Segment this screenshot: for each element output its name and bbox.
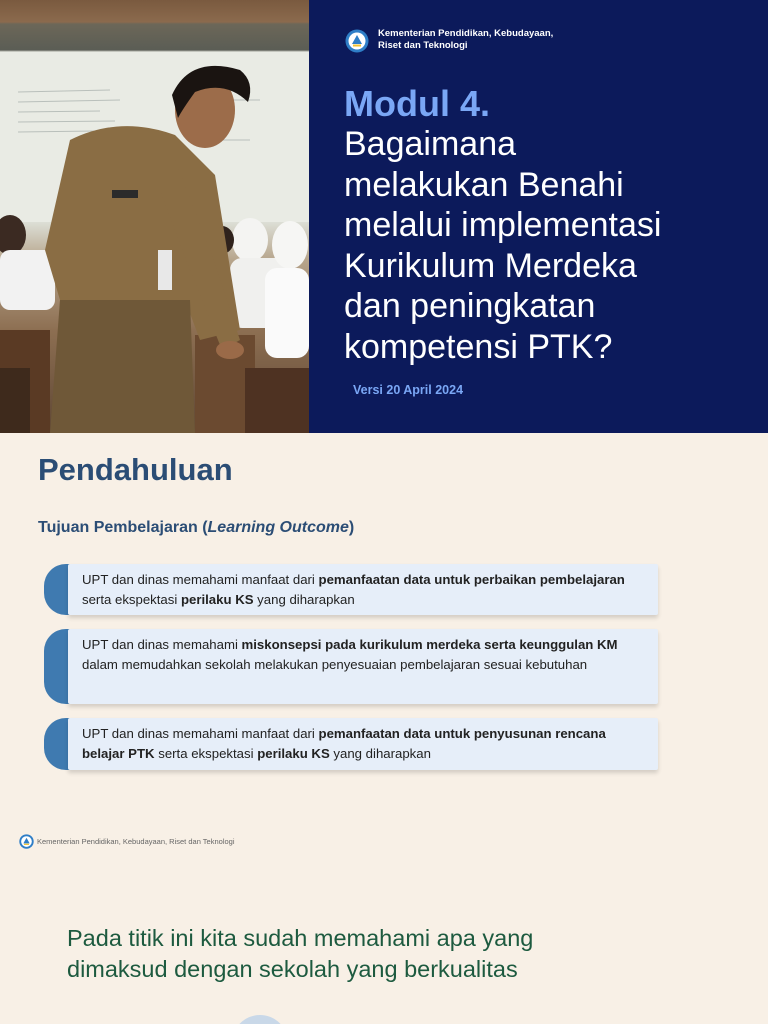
outcome-card	[44, 564, 658, 615]
ministry-line-2: Riset dan Teknologi	[378, 40, 468, 51]
outcome-card	[44, 718, 658, 770]
lo-suffix: )	[348, 519, 355, 536]
text-bold: perilaku KS	[180, 591, 254, 607]
text-part: yang diharapkan	[253, 591, 355, 607]
text-bold: pemanfaatan data untuk perbaikan pembelajaran	[318, 572, 625, 587]
classroom-photo	[0, 0, 309, 433]
title-line: dan peningkatan	[344, 287, 596, 325]
version-label: Versi 20 April 2024	[353, 383, 464, 397]
module-label: Modul 4.	[344, 83, 490, 124]
outcome-text	[82, 635, 642, 674]
text-bold: miskonsepsi pada kurikulum merdeka serta keunggulan KM	[241, 637, 618, 652]
tut-wuri-handayani-logo-icon	[345, 29, 369, 53]
title-line: Bagaimana	[344, 125, 517, 163]
title-line: Kurikulum Merdeka	[344, 246, 637, 285]
title-line: kompetensi PTK?	[344, 327, 613, 366]
module-title	[344, 124, 754, 367]
cover-slide	[0, 0, 768, 433]
text-part: UPT dan dinas memahami	[82, 637, 242, 652]
text-part: serta ekspektasi	[82, 591, 181, 607]
learning-outcome-heading	[38, 519, 354, 537]
text-part: serta ekspektasi	[154, 745, 258, 761]
outcome-text	[82, 570, 642, 609]
text-part: UPT dan dinas memahami manfaat dari	[82, 726, 319, 741]
closing-slide	[0, 863, 768, 1024]
text-bold: pemanfaatan data untuk penyusunan rencana belajar PTK	[82, 726, 606, 761]
ministry-line-1: Kementerian Pendidikan, Kebudayaan,	[378, 28, 554, 39]
title-line: melalui implementasi	[344, 206, 662, 244]
text-part: yang diharapkan	[329, 745, 431, 761]
intro-slide	[0, 433, 768, 863]
text-part: UPT dan dinas memahami manfaat dari	[82, 572, 319, 587]
closing-line-2: dimaksud dengan sekolah yang berkualitas	[67, 955, 518, 982]
tut-wuri-handayani-logo-icon	[19, 834, 34, 849]
closing-line-1: Pada titik ini kita sudah memahami apa yang	[67, 925, 534, 951]
decorative-circle	[232, 1015, 288, 1024]
text-bold: perilaku KS	[257, 745, 330, 761]
ministry-name	[378, 28, 588, 52]
section-heading: Pendahuluan	[38, 452, 233, 487]
lo-prefix: Tujuan Pembelajaran (	[38, 519, 208, 536]
outcome-text	[82, 724, 642, 763]
footer-ministry-name: Kementerian Pendidikan, Kebudayaan, Riset dan Teknologi	[37, 837, 235, 846]
closing-statement	[67, 923, 687, 984]
text-part: dalam memudahkan sekolah melakukan penyesuaian pembelajaran sesuai kebutuhan	[82, 656, 588, 672]
title-line: melakukan Benahi	[344, 165, 624, 204]
lo-italic: Learning Outcome	[207, 519, 349, 536]
outcome-card	[44, 629, 658, 704]
